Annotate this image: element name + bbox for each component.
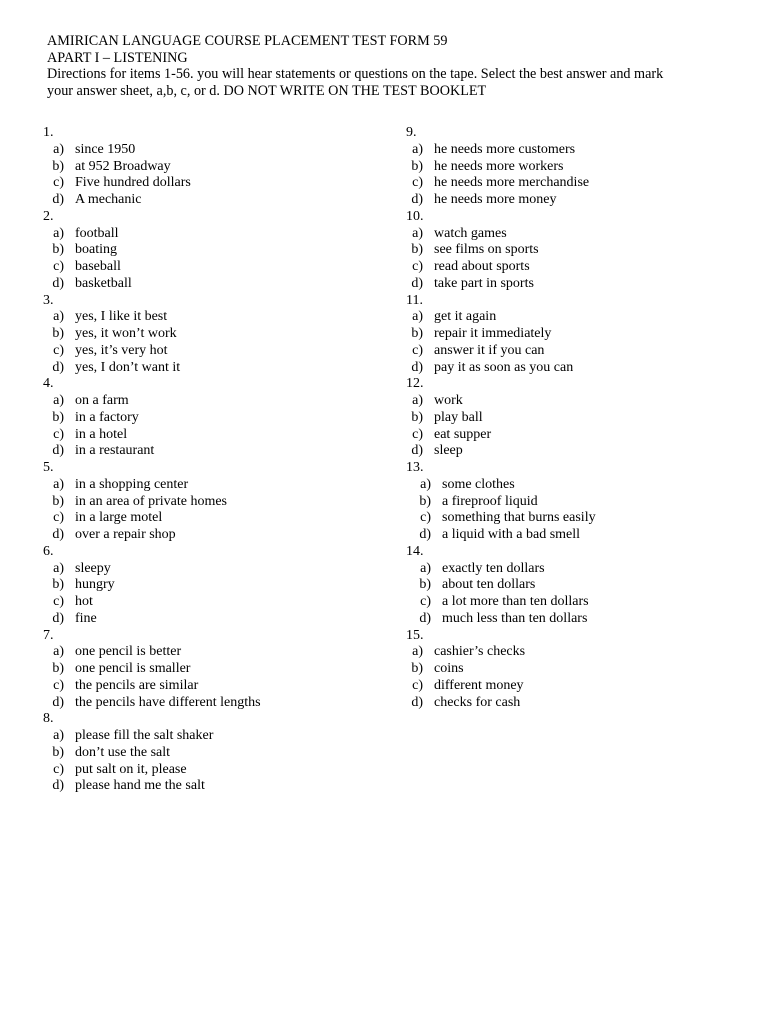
answer-option [406,226,736,243]
answer-option [406,393,736,410]
option-letter: c) [53,510,64,526]
option-letter: d) [411,443,423,459]
option-text: he needs more merchandise [434,175,590,191]
option-letter: b) [52,744,64,760]
option-letter: b) [52,158,64,174]
answer-option [406,661,736,678]
answer-option [406,577,736,594]
option-letter: c) [53,175,64,191]
option-text: yes, it won’t work [75,326,177,341]
document-header [47,33,747,99]
option-text: boating [75,242,117,258]
option-letter: b) [52,242,64,258]
answer-option [406,477,736,494]
answer-option [406,326,736,343]
option-letter: a) [53,309,64,325]
option-letter: d) [411,275,423,291]
option-letter: a) [420,476,431,492]
answer-option [43,259,373,276]
option-letter: d) [411,192,423,207]
option-text: in a factory [75,409,139,425]
option-text: coins [434,661,464,676]
option-letter: c) [412,175,423,191]
option-text: cashier’s checks [434,644,526,660]
answer-option [43,427,373,444]
option-text: he needs more money [434,192,557,207]
answer-option [406,427,736,444]
option-text: read about sports [434,259,530,274]
option-text: a liquid with a bad smell [442,527,581,542]
test-title: AMIRICAN LANGUAGE COURSE PLACEMENT TEST FORM 59 [47,33,448,49]
question-number: 9. [406,125,417,140]
option-letter: c) [412,426,423,442]
answer-option [43,343,373,360]
option-letter: c) [412,259,423,274]
option-letter: c) [53,259,64,274]
answer-option [43,309,373,326]
answer-option [43,527,373,544]
option-letter: a) [53,141,64,157]
option-letter: b) [411,661,423,676]
option-letter: a) [412,393,423,408]
option-text: work [434,393,463,408]
option-text: watch games [434,225,507,241]
question-number: 11. [406,292,423,308]
option-text: yes, I like it best [75,309,168,325]
answer-option [406,175,736,192]
answer-option [406,443,736,460]
question-number: 12. [406,376,424,392]
answer-option [43,678,373,695]
option-letter: d) [52,527,64,542]
question-number: 5. [43,460,54,475]
option-letter: a) [53,225,64,241]
answer-option [406,309,736,326]
option-letter: d) [419,610,431,626]
left-question-column [43,125,373,795]
option-text: basketball [75,275,132,291]
question-number: 1. [43,125,54,140]
answer-option [43,226,373,243]
option-text: take part in sports [434,275,534,291]
option-text: Five hundred dollars [75,175,191,191]
answer-option [406,343,736,360]
option-letter: d) [411,359,423,375]
answer-option [43,159,373,176]
option-letter: c) [53,342,64,358]
option-letter: b) [52,326,64,341]
option-letter: b) [419,577,431,593]
option-text: in a restaurant [75,443,155,459]
option-letter: a) [53,644,64,660]
answer-option [406,142,736,159]
option-text: don’t use the salt [75,744,171,760]
option-letter: a) [53,560,64,576]
answer-option [43,192,373,209]
answer-option [406,259,736,276]
option-text: sleepy [75,560,111,576]
option-text: over a repair shop [75,527,176,542]
question-number: 2. [43,208,54,224]
answer-option [43,778,373,795]
answer-option [406,410,736,427]
answer-option [406,192,736,209]
question-number: 6. [43,543,54,559]
question-block [406,376,736,460]
question-block [43,293,373,377]
option-text: in a hotel [75,426,128,442]
answer-option [43,410,373,427]
question-number: 10. [406,208,424,224]
answer-option [43,762,373,779]
answer-option [43,728,373,745]
question-block [43,544,373,628]
question-block [43,460,373,544]
question-number: 14. [406,543,424,559]
answer-option [43,393,373,410]
answer-option [43,745,373,762]
option-letter: a) [412,225,423,241]
option-letter: d) [52,192,64,207]
answer-option [43,561,373,578]
answer-option [43,494,373,511]
question-block [43,209,373,293]
answer-option [406,159,736,176]
option-text: A mechanic [75,192,142,207]
option-text: yes, I don’t want it [75,359,181,375]
answer-option [43,175,373,192]
option-text: yes, it’s very hot [75,342,168,358]
question-number: 8. [43,711,54,727]
option-text: he needs more customers [434,141,576,157]
option-text: please fill the salt shaker [75,728,214,743]
option-text: exactly ten dollars [442,560,545,576]
option-text: the pencils are similar [75,677,199,693]
option-letter: d) [52,275,64,291]
option-text: see films on sports [434,242,539,258]
answer-option [43,142,373,159]
question-block [43,711,373,795]
option-text: one pencil is better [75,644,182,660]
answer-option [43,360,373,377]
question-number: 4. [43,376,54,392]
option-text: different money [434,677,524,693]
answer-option [406,678,736,695]
option-letter: a) [53,728,64,743]
answer-option [406,695,736,712]
option-text: he needs more workers [434,158,564,174]
option-text: the pencils have different lengths [75,694,261,710]
option-letter: c) [420,594,431,609]
option-text: sleep [434,443,463,459]
option-letter: c) [53,426,64,442]
option-letter: b) [411,158,423,174]
question-block [406,293,736,377]
directions-line-2: your answer sheet, a,b, c, or d. DO NOT WRITE ON THE TEST BOOKLET [47,82,487,99]
option-letter: b) [52,409,64,425]
answer-option [43,443,373,460]
option-letter: d) [411,694,423,710]
option-text: on a farm [75,393,129,408]
option-text: get it again [434,309,497,325]
question-number: 13. [406,460,424,475]
option-text: please hand me the salt [75,778,205,794]
option-text: play ball [434,409,483,425]
option-text: baseball [75,259,121,274]
option-text: fine [75,610,97,626]
option-letter: b) [411,242,423,258]
option-text: about ten dollars [442,577,536,593]
answer-option [43,510,373,527]
option-letter: a) [53,393,64,408]
option-letter: b) [411,409,423,425]
answer-option [43,594,373,611]
option-letter: d) [52,694,64,710]
option-letter: c) [412,677,423,693]
answer-option [43,695,373,712]
question-block [406,544,736,628]
option-letter: a) [412,141,423,157]
answer-option [43,326,373,343]
option-letter: c) [53,761,64,777]
right-question-column [406,125,736,711]
option-text: hot [75,594,93,609]
option-letter: d) [419,527,431,542]
directions-line-1: Directions for items 1-56. you will hear statements or questions on the tape. Select the best answer and mark [47,66,664,83]
answer-option [43,242,373,259]
question-number: 3. [43,292,54,308]
option-letter: b) [419,493,431,509]
option-text: eat supper [434,426,492,442]
option-text: answer it if you can [434,342,545,358]
answer-option [406,527,736,544]
option-text: football [75,225,119,241]
answer-option [43,577,373,594]
option-letter: c) [420,510,431,526]
answer-option [406,644,736,661]
option-letter: c) [412,342,423,358]
option-letter: b) [52,577,64,593]
option-text: pay it as soon as you can [434,359,574,375]
option-text: in a large motel [75,510,163,526]
option-letter: a) [412,309,423,325]
option-text: much less than ten dollars [442,610,588,626]
question-number: 7. [43,627,54,643]
question-number: 15. [406,627,424,643]
option-letter: b) [52,493,64,509]
option-text: a fireproof liquid [442,493,538,509]
question-block [406,125,736,209]
answer-option [406,276,736,293]
option-text: one pencil is smaller [75,661,191,676]
option-text: hungry [75,577,115,593]
question-block [43,125,373,209]
answer-option [406,611,736,628]
answer-option [406,561,736,578]
answer-option [43,276,373,293]
answer-option [406,594,736,611]
option-text: some clothes [442,476,515,492]
option-letter: a) [412,644,423,660]
option-letter: d) [52,778,64,794]
option-text: since 1950 [75,141,136,157]
option-letter: c) [53,594,64,609]
answer-option [406,510,736,527]
answer-option [43,661,373,678]
option-text: repair it immediately [434,326,552,341]
question-block [406,460,736,544]
option-letter: d) [52,359,64,375]
option-text: checks for cash [434,694,521,710]
option-letter: b) [52,661,64,676]
answer-option [406,494,736,511]
option-text: something that burns easily [442,510,596,526]
part-heading: APART I – LISTENING [47,49,188,66]
answer-option [406,360,736,377]
option-letter: c) [53,677,64,693]
option-text: in an area of private homes [75,493,227,509]
option-text: a lot more than ten dollars [442,594,589,609]
option-letter: a) [420,560,431,576]
question-block [406,209,736,293]
option-letter: d) [52,443,64,459]
answer-option [43,477,373,494]
option-text: in a shopping center [75,476,189,492]
question-block [43,376,373,460]
question-block [43,628,373,712]
option-letter: a) [53,476,64,492]
question-block [406,628,736,712]
option-letter: b) [411,326,423,341]
answer-option [43,611,373,628]
option-text: put salt on it, please [75,761,187,777]
option-letter: d) [52,610,64,626]
option-text: at 952 Broadway [75,158,171,174]
answer-option [43,644,373,661]
answer-option [406,242,736,259]
